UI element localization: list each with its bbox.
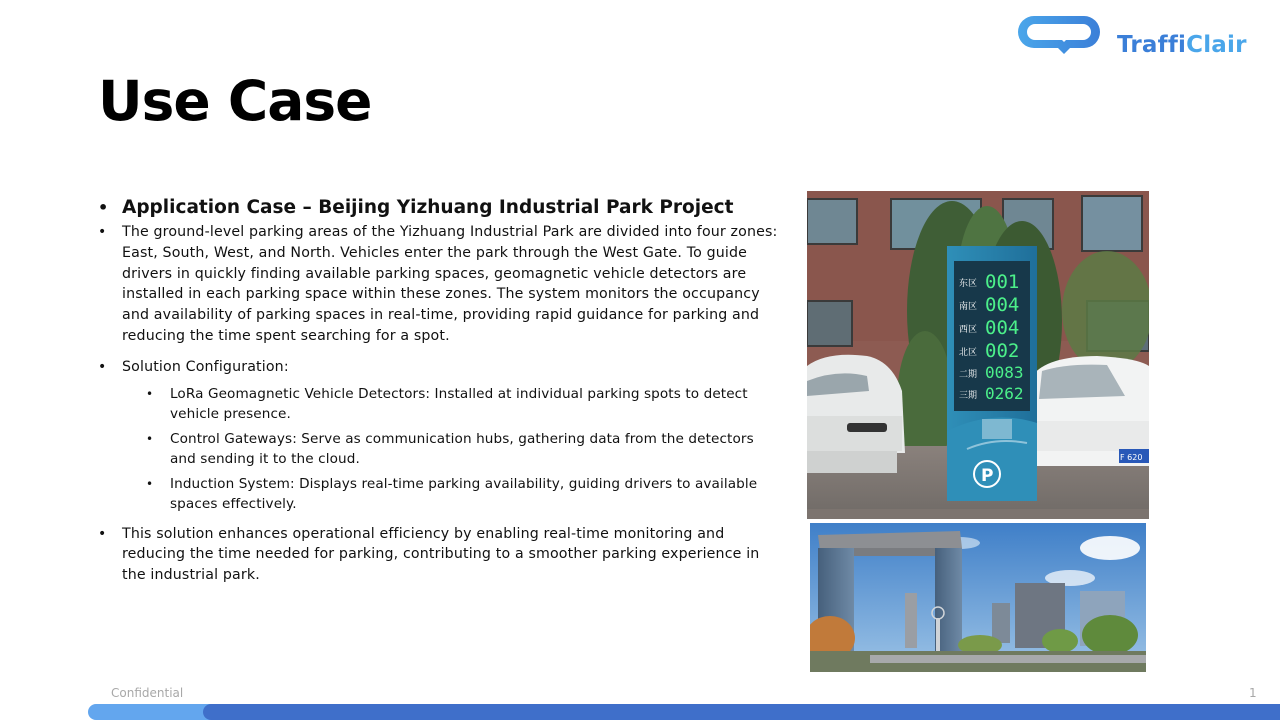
sign-zone-count: 001 <box>985 271 1020 293</box>
description-bullet: • The ground-level parking areas of the Yizhuang Industrial Park are divided into four zones: East, South, West, and North. Vehicles enter the park through the West Gate. To guide drivers in quickly finding available parking spaces, geomagnetic vehicle detectors are installed in each parking space within these zones. The system monitors the occupancy and availability of parking spaces in real-time, providing rapid guidance for parking and reducing the time spent searching for a spot. <box>98 224 778 344</box>
page-title: Use Case <box>98 69 372 133</box>
bullet-icon: • <box>146 386 154 401</box>
sign-zone-label: 东区 <box>959 279 978 289</box>
parking-symbol: P <box>981 466 994 486</box>
sign-zone-label: 南区 <box>959 302 978 312</box>
sign-zone-count: 0083 <box>985 363 1024 382</box>
page-number: 1 <box>1249 686 1257 700</box>
bullet-icon: • <box>146 431 154 446</box>
sign-zone-label: 三期 <box>959 391 978 401</box>
footer-bar <box>203 704 1280 720</box>
bullet-icon: • <box>146 476 154 491</box>
sign-zone-count: 004 <box>985 317 1020 339</box>
chat-bubble-logo-icon <box>1018 14 1102 56</box>
config-item-induction: • Induction System: Displays real-time parking availability, guiding drivers to available spaces effectively. <box>146 475 758 512</box>
license-plate-text: F 620 <box>1120 453 1143 462</box>
footer-confidential: Confidential <box>111 686 184 700</box>
sign-zone-count: 002 <box>985 340 1020 362</box>
content-bullets <box>98 194 778 596</box>
sign-zone-label: 西区 <box>959 325 978 335</box>
sign-zone-count: 0262 <box>985 384 1024 403</box>
conclusion-bullet: • This solution enhances operational efficiency by enabling real-time monitoring and reducing the time needed for parking, contributing to a smoother parking experience in the industrial park. <box>98 525 760 584</box>
trafficlair-logo <box>1018 14 1258 58</box>
sign-zone-label: 北区 <box>959 348 978 358</box>
bullet-icon: • <box>98 198 109 217</box>
brand-name: TraffiClair <box>1117 32 1247 58</box>
sign-zone-label: 二期 <box>959 370 978 380</box>
parking-sign-photo <box>807 191 1149 519</box>
sign-zone-count: 004 <box>985 294 1020 316</box>
bullet-icon: • <box>98 525 107 542</box>
config-item-detectors: • LoRa Geomagnetic Vehicle Detectors: Installed at individual parking spots to detect vehicle presence. <box>146 385 748 422</box>
bullet-icon: • <box>98 224 107 240</box>
config-item-gateways: • Control Gateways: Serve as communication hubs, gathering data from the detectors and sending it to the cloud. <box>146 430 754 467</box>
application-case-heading: • Application Case – Beijing Yizhuang Industrial Park Project <box>98 194 778 222</box>
configuration-list <box>98 384 778 514</box>
industrial-park-photo <box>810 523 1146 672</box>
bullet-icon: • <box>98 358 107 375</box>
solution-configuration-bullet: • Solution Configuration: • LoRa Geomagnetic Vehicle Detectors: Installed at individual parking spots to detect vehicle presence. • Control Gateways: Serve as communication hubs, gathering data from the detectors and sending it to the cloud. • Induction System: Displays real-time parking availability, guiding drivers to available spaces effectively. <box>98 357 778 514</box>
